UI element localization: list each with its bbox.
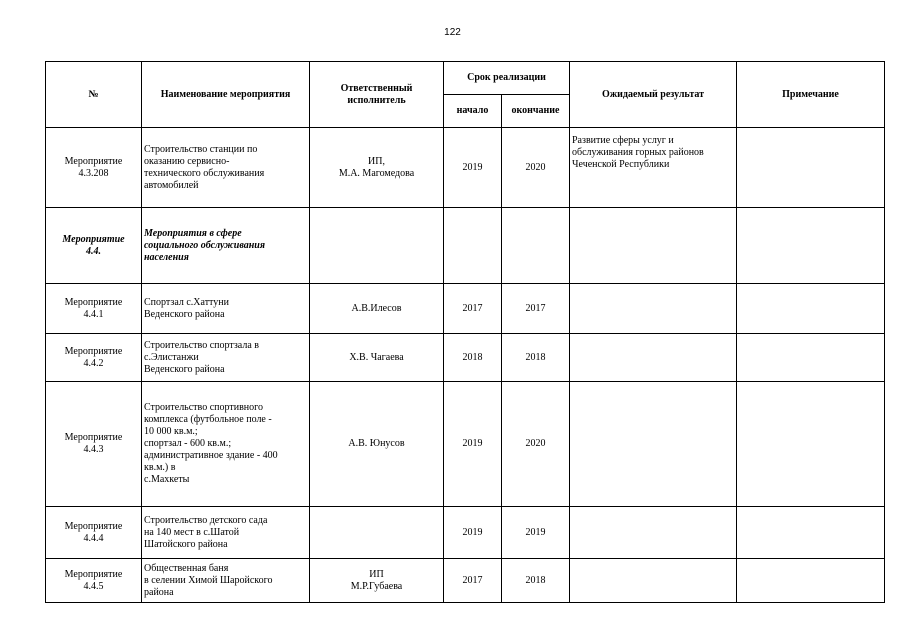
num-text: Мероприятие 4.4.3 (64, 432, 123, 455)
cell-executor (310, 128, 444, 208)
cell-name (142, 128, 310, 208)
cell-end: 2018 (502, 559, 570, 603)
header-start: начало (444, 95, 502, 128)
cell-name (142, 208, 310, 284)
table-row (46, 559, 885, 603)
executor-line: ИП, (368, 155, 385, 167)
cell-result (570, 284, 737, 334)
header-period: Срок реализации (444, 62, 570, 95)
executor-line: Х.В. Чагаева (349, 351, 404, 363)
cell-end: 2017 (502, 284, 570, 334)
result-line: Чеченской Республики (572, 159, 670, 170)
executor-line: М.Р.Губаева (350, 580, 403, 592)
cell-num (46, 507, 142, 559)
name-line: Строительство станции по (144, 143, 258, 155)
cell-result (570, 507, 737, 559)
cell-num (46, 559, 142, 603)
cell-num (46, 382, 142, 507)
name-line: Общественная баня (144, 562, 229, 574)
cell-end: 2020 (502, 128, 570, 208)
header-num: № (46, 62, 142, 128)
cell-note (737, 284, 885, 334)
cell-start: 2017 (444, 559, 502, 603)
cell-start: 2017 (444, 284, 502, 334)
table-row (46, 334, 885, 382)
name-line: оказанию сервисно- (144, 155, 230, 167)
cell-num (46, 208, 142, 284)
page-number: 122 (444, 27, 461, 38)
cell-executor (310, 208, 444, 284)
cell-name (142, 559, 310, 603)
cell-start: 2019 (444, 382, 502, 507)
cell-start: 2018 (444, 334, 502, 382)
table-row (46, 208, 885, 284)
cell-note (737, 559, 885, 603)
name-line: кв.м.) в (144, 462, 176, 473)
cell-result (570, 208, 737, 284)
name-line: Строительство детского сада (144, 514, 268, 526)
cell-result (570, 334, 737, 382)
executor-line: А.В.Илесов (351, 302, 402, 314)
cell-name (142, 382, 310, 507)
cell-executor (310, 382, 444, 507)
header-end: окончание (502, 95, 570, 128)
name-line: района (144, 586, 174, 598)
num-text: Мероприятие 4.4. (62, 233, 125, 257)
cell-name (142, 284, 310, 334)
name-line: с.Махкеты (144, 474, 190, 485)
name-line: Строительство спортзала в (144, 339, 259, 351)
name-line: комплекса (футбольное поле - (144, 414, 272, 425)
name-line: в селении Химой Шаройского (144, 574, 273, 586)
table-row (46, 507, 885, 559)
cell-executor (310, 334, 444, 382)
name-line: автомобилей (144, 179, 199, 191)
num-text: Мероприятие 4.4.2 (64, 345, 123, 369)
result-line: обслуживания горных районов (572, 147, 704, 158)
cell-start: 2019 (444, 507, 502, 559)
cell-name (142, 334, 310, 382)
executor-line: А.В. Юнусов (348, 438, 405, 449)
cell-start: 2019 (444, 128, 502, 208)
name-line: на 140 мест в с.Шатой (144, 526, 240, 538)
cell-result (570, 382, 737, 507)
header-executor: Ответственный исполнитель (310, 62, 444, 128)
cell-num (46, 334, 142, 382)
cell-note (737, 334, 885, 382)
executor-line: ИП (369, 568, 384, 580)
result-line: Развитие сферы услуг и (572, 135, 674, 146)
name-line: Шатойского района (144, 538, 228, 550)
cell-num (46, 284, 142, 334)
cell-executor (310, 284, 444, 334)
name-line: 10 000 кв.м.; (144, 426, 198, 437)
cell-end: 2020 (502, 382, 570, 507)
cell-start (444, 208, 502, 284)
header-note: Примечание (737, 62, 885, 128)
name-line: Мероприятия в сфере (144, 227, 242, 239)
num-text: Мероприятие 4.4.1 (64, 296, 123, 320)
name-line: спортзал - 600 кв.м.; (144, 438, 232, 449)
name-line: Веденского района (144, 308, 225, 320)
num-text: Мероприятие 4.3.208 (64, 155, 123, 179)
events-table (45, 61, 885, 603)
name-line: административное здание - 400 (144, 450, 278, 461)
name-line: социального обслуживания (144, 239, 265, 251)
table-row (46, 128, 885, 208)
cell-name (142, 507, 310, 559)
executor-line: М.А. Магомедова (338, 167, 415, 179)
num-text: Мероприятие 4.4.4 (64, 520, 123, 544)
table-row (46, 382, 885, 507)
name-line: с.Элистанжи (144, 351, 199, 363)
cell-result (570, 128, 737, 208)
name-line: технического обслуживания (144, 167, 265, 179)
name-line: Веденского района (144, 363, 225, 375)
cell-note (737, 128, 885, 208)
cell-num (46, 128, 142, 208)
name-line: Спортзал с.Хаттуни (144, 296, 229, 308)
cell-executor (310, 559, 444, 603)
header-name: Наименование мероприятия (142, 62, 310, 128)
cell-note (737, 507, 885, 559)
cell-note (737, 208, 885, 284)
cell-executor (310, 507, 444, 559)
name-line: населения (144, 251, 189, 263)
table-row (46, 284, 885, 334)
cell-note (737, 382, 885, 507)
cell-result (570, 559, 737, 603)
cell-end: 2018 (502, 334, 570, 382)
header-result: Ожидаемый результат (570, 62, 737, 128)
num-text: Мероприятие 4.4.5 (64, 568, 123, 592)
name-line: Строительство спортивного (144, 402, 264, 413)
cell-end (502, 208, 570, 284)
cell-end: 2019 (502, 507, 570, 559)
